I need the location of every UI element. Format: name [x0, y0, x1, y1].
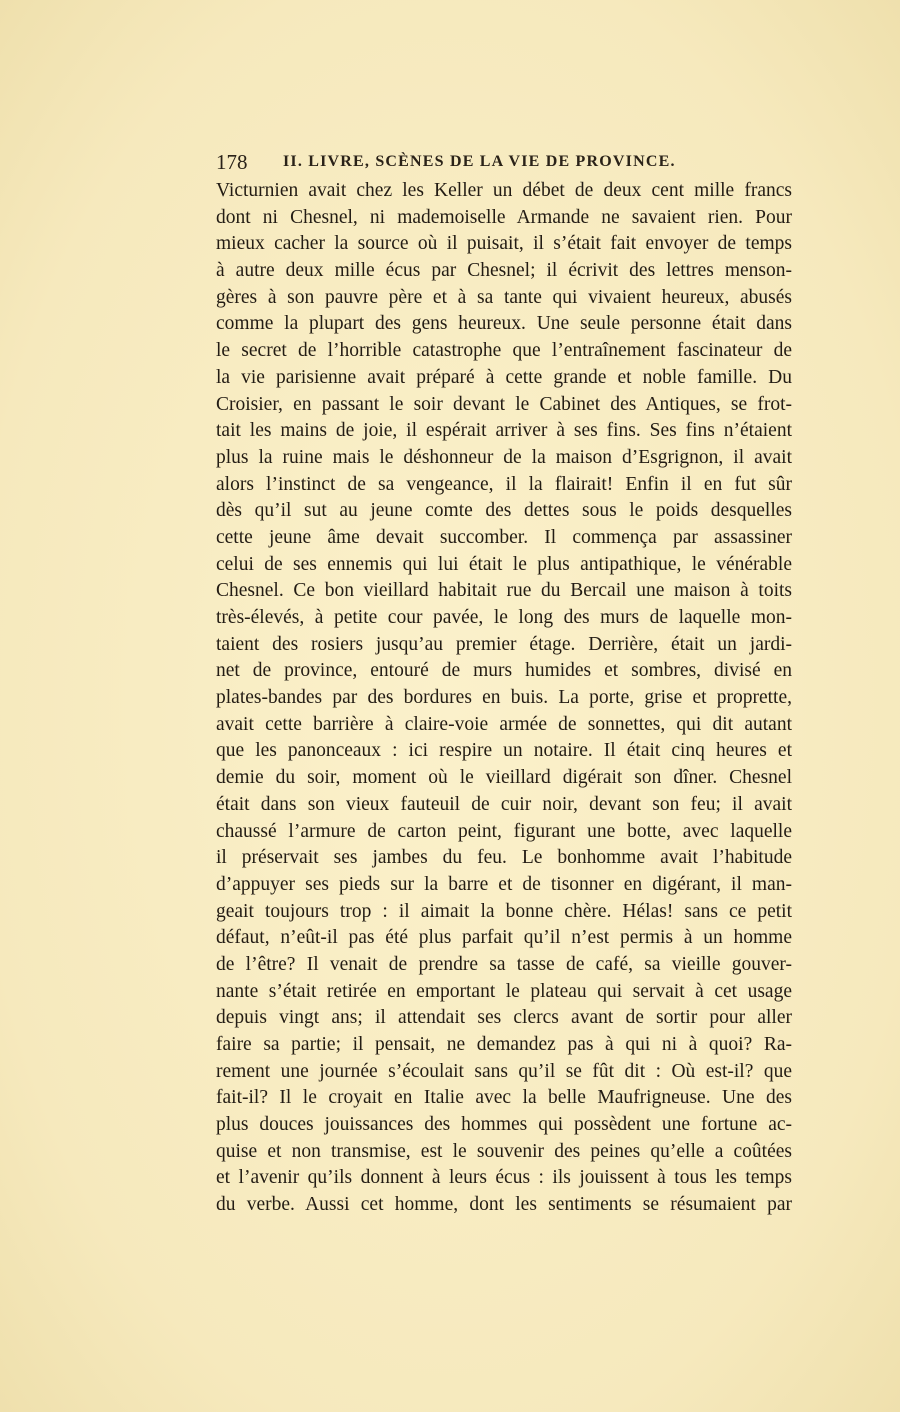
text-line-content: plus la ruine mais le déshonneur de la maison d’Esgrignon, il avait: [216, 446, 792, 468]
text-line: [216, 738, 792, 765]
text-line: [216, 311, 792, 338]
text-line: [216, 658, 792, 685]
text-line-content: que les panonceaux : ici respire un notaire. Il était cinq heures et: [216, 740, 792, 762]
body-text: [216, 178, 792, 1219]
text-line: [216, 392, 792, 419]
text-line: [216, 1005, 792, 1032]
page-header: [216, 150, 716, 176]
text-line-content: le secret de l’horrible catastrophe que l’entraînement fascinateur de: [216, 340, 792, 362]
text-line: [216, 338, 792, 365]
text-line: [216, 872, 792, 899]
text-line: [216, 552, 792, 579]
running-title: II. LIVRE, SCÈNES DE LA VIE DE PROVINCE.: [283, 153, 676, 170]
text-line-content: gères à son pauvre père et à sa tante qui vivaient heureux, abusés: [216, 286, 792, 308]
text-line-content: de l’être? Il venait de prendre sa tasse de café, sa vieille gouver-: [216, 953, 792, 975]
text-line-content: il préservait ses jambes du feu. Le bonhomme avait l’habitude: [216, 847, 792, 869]
text-line: [216, 1059, 792, 1086]
text-line: [216, 231, 792, 258]
text-line-content: mieux cacher la source où il puisait, il s’était fait envoyer de temps: [216, 233, 792, 255]
text-line: [216, 1112, 792, 1139]
text-line-content: nante s’était retirée en emportant le plateau qui servait à cet usage: [216, 980, 792, 1002]
text-line: [216, 1032, 792, 1059]
text-line-content: rement une journée s’écoulait sans qu’il se fût dit : Où est-il? que: [216, 1060, 792, 1082]
page-number: 178: [216, 150, 248, 174]
text-line-content: Victurnien avait chez les Keller un débet de deux cent mille francs: [216, 180, 792, 201]
text-line: [216, 899, 792, 926]
text-line-content: dès qu’il sut au jeune comte des dettes sous le poids desquelles: [216, 500, 792, 522]
text-line: [216, 952, 792, 979]
text-line-content: dont ni Chesnel, ni mademoiselle Armande ne savaient rien. Pour: [216, 206, 792, 228]
text-line: [216, 632, 792, 659]
text-line: [216, 1165, 792, 1192]
text-line: [216, 685, 792, 712]
text-line-content: plus douces jouissances des hommes qui possèdent une fortune ac-: [216, 1114, 792, 1136]
text-line: [216, 792, 792, 819]
text-line-content: Croisier, en passant le soir devant le Cabinet des Antiques, se frot-: [216, 393, 792, 415]
text-line-content: du verbe. Aussi cet homme, dont les sentiments se résumaient par: [216, 1194, 792, 1216]
text-line: [216, 979, 792, 1006]
text-line-content: faire sa partie; il pensait, ne demandez pas à qui ni à quoi? Ra-: [216, 1034, 792, 1055]
text-line-content: demie du soir, moment où le vieillard digérait son dîner. Chesnel: [216, 767, 792, 789]
text-line: [216, 205, 792, 232]
text-line: [216, 578, 792, 605]
text-line-content: et l’avenir qu’ils donnent à leurs écus : ils jouissent à tous les temps: [216, 1167, 792, 1189]
text-line: [216, 1139, 792, 1166]
text-line-content: quise et non transmise, est le souvenir des peines qu’elle a coûtées: [216, 1140, 792, 1162]
text-line-content: net de province, entouré de murs humides et sombres, divisé en: [216, 660, 792, 682]
text-line: [216, 765, 792, 792]
text-line-content: la vie parisienne avait préparé à cette grande et noble famille. Du: [216, 366, 792, 388]
text-line-content: fait-il? Il le croyait en Italie avec la belle Maufrigneuse. Une des: [216, 1087, 792, 1109]
text-line: [216, 925, 792, 952]
text-line-content: taient des rosiers jusqu’au premier étage. Derrière, était un jardi-: [216, 633, 792, 655]
text-line-content: comme la plupart des gens heureux. Une seule personne était dans: [216, 313, 792, 335]
text-line: [216, 525, 792, 552]
text-line-content: avait cette barrière à claire-voie armée de sonnettes, qui dit autant: [216, 713, 792, 735]
text-line-content: alors l’instinct de sa vengeance, il la flairait! Enfin il en fut sûr: [216, 473, 792, 495]
text-line: [216, 498, 792, 525]
text-line: [216, 178, 792, 205]
text-line: [216, 819, 792, 846]
text-line: [216, 285, 792, 312]
text-line-content: plates-bandes par des bordures en buis. La porte, grise et proprette,: [216, 687, 792, 709]
text-line: [216, 445, 792, 472]
text-line-content: cette jeune âme devait succomber. Il commença par assassiner: [216, 526, 792, 548]
text-line-content: à autre deux mille écus par Chesnel; il écrivit des lettres menson-: [216, 260, 792, 282]
text-line-content: celui de ses ennemis qui lui était le plus antipathique, le vénérable: [216, 553, 792, 575]
text-line-content: très-élevés, à petite cour pavée, le long des murs de laquelle mon-: [216, 607, 792, 628]
text-line: [216, 472, 792, 499]
text-line-content: Chesnel. Ce bon vieillard habitait rue du Bercail une maison à toits: [216, 580, 792, 602]
text-line-content: défaut, n’eût-il pas été plus parfait qu’il n’est permis à un homme: [216, 927, 792, 949]
text-line-content: geait toujours trop : il aimait la bonne chère. Hélas! sans ce petit: [216, 900, 792, 922]
text-line: [216, 605, 792, 632]
text-line: [216, 365, 792, 392]
text-line: [216, 1192, 792, 1219]
text-line-content: depuis vingt ans; il attendait ses clercs avant de sortir pour aller: [216, 1007, 792, 1029]
text-line-content: d’appuyer ses pieds sur la barre et de tisonner en digérant, il man-: [216, 873, 792, 895]
text-line: [216, 1085, 792, 1112]
text-line: [216, 845, 792, 872]
text-line-content: était dans son vieux fauteuil de cuir noir, devant son feu; il avait: [216, 793, 792, 815]
text-line: [216, 258, 792, 285]
text-line: [216, 712, 792, 739]
text-line: [216, 418, 792, 445]
text-line-content: tait les mains de joie, il espérait arriver à ses fins. Ses fins n’étaient: [216, 420, 792, 442]
text-line-content: chaussé l’armure de carton peint, figurant une botte, avec laquelle: [216, 820, 792, 842]
